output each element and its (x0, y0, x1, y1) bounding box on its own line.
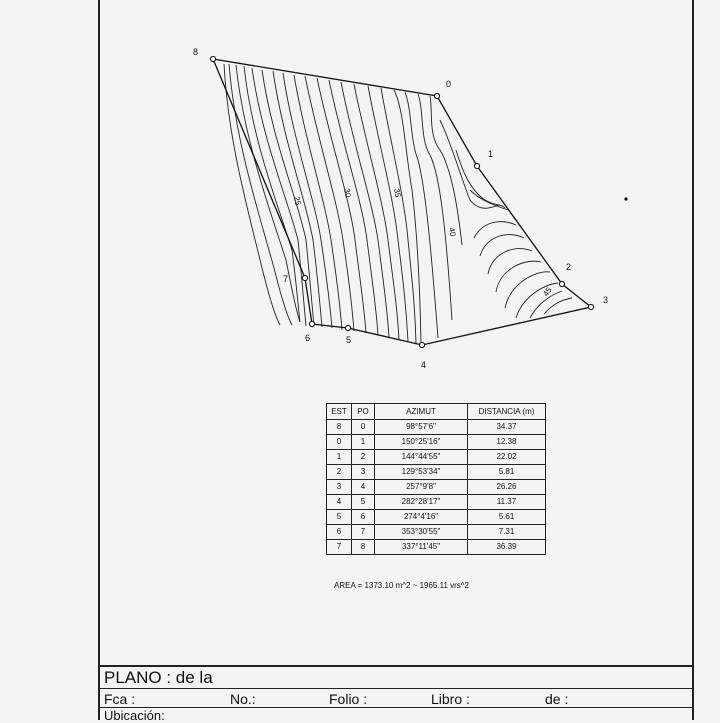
cell-po: 7 (352, 525, 375, 540)
survey-traverse-table (326, 403, 546, 555)
footer-divider-bottom (99, 707, 693, 708)
plan-title: PLANO : de la (104, 668, 213, 687)
cell-est: 3 (327, 480, 352, 495)
table-row (327, 450, 546, 465)
cell-est: 6 (327, 525, 352, 540)
table-row (327, 465, 546, 480)
table-row (327, 510, 546, 525)
vertex-1 (474, 163, 479, 168)
area-summary: AREA = 1373.10 m^2 ~ 1965.11 vrs^2 (334, 581, 469, 590)
cell-distancia: 22.02 (468, 450, 546, 465)
cell-azimut: 129°53'34" (375, 465, 468, 480)
vertex-5 (345, 325, 350, 330)
cell-po: 5 (352, 495, 375, 510)
contour-lines (224, 64, 572, 344)
cell-po: 8 (352, 540, 375, 555)
cell-po: 0 (352, 420, 375, 435)
contour-label-30: 30 (342, 187, 353, 199)
cell-est: 0 (327, 435, 352, 450)
cell-po: 3 (352, 465, 375, 480)
vertex-4 (419, 342, 424, 347)
vertex-label-7: 7 (283, 274, 289, 284)
vertex-2 (559, 281, 564, 286)
vertex-label-0: 0 (446, 79, 452, 89)
cell-po: 6 (352, 510, 375, 525)
contour-label-40: 40 (447, 226, 458, 238)
field-libro: Libro : (431, 691, 470, 707)
vertex-label-1: 1 (488, 149, 494, 159)
cell-azimut: 274°4'16" (375, 510, 468, 525)
header-po: PO (352, 404, 375, 420)
cell-est: 2 (327, 465, 352, 480)
vertex-7 (302, 275, 307, 280)
cell-distancia: 34.37 (468, 420, 546, 435)
vertex-label-2: 2 (566, 262, 572, 272)
table-row (327, 435, 546, 450)
cell-azimut: 282°28'17" (375, 495, 468, 510)
cell-distancia: 5.81 (468, 465, 546, 480)
cell-distancia: 36.39 (468, 540, 546, 555)
vertex-label-6: 6 (305, 333, 311, 343)
cell-azimut: 353°30'55" (375, 525, 468, 540)
vertex-label-4: 4 (421, 360, 427, 370)
table-row (327, 480, 546, 495)
field-fca: Fca : (104, 691, 136, 707)
scan-speck (624, 197, 627, 200)
boundary-vertices (210, 56, 593, 347)
contour-label-25: 25 (292, 195, 303, 207)
vertex-label-3: 3 (603, 295, 609, 305)
field-ubicacion: Ubicación: (104, 708, 165, 723)
header-azimut: AZIMUT (375, 404, 468, 420)
header-est: EST (327, 404, 352, 420)
vertex-8 (210, 56, 215, 61)
contour-label-35: 35 (392, 187, 403, 199)
table-row (327, 525, 546, 540)
cell-po: 1 (352, 435, 375, 450)
cell-azimut: 144°44'55" (375, 450, 468, 465)
cell-est: 5 (327, 510, 352, 525)
table-row (327, 420, 546, 435)
cell-po: 2 (352, 450, 375, 465)
cell-azimut: 337°11'45" (375, 540, 468, 555)
header-distancia: DISTANCIA (m) (468, 404, 546, 420)
cell-azimut: 98°57'6" (375, 420, 468, 435)
cell-distancia: 26.26 (468, 480, 546, 495)
cell-po: 4 (352, 480, 375, 495)
cell-est: 1 (327, 450, 352, 465)
cell-azimut: 257°9'8" (375, 480, 468, 495)
cell-azimut: 150°25'16" (375, 435, 468, 450)
cell-est: 7 (327, 540, 352, 555)
field-de: de : (545, 691, 569, 707)
vertex-label-5: 5 (346, 335, 352, 345)
field-no: No.: (230, 691, 256, 707)
property-boundary (213, 59, 591, 345)
footer-divider-mid (99, 688, 693, 689)
vertex-0 (434, 93, 439, 98)
contour-label-45: 45 (541, 285, 554, 299)
footer-divider-top (99, 665, 693, 667)
vertex-6 (309, 321, 314, 326)
cell-est: 8 (327, 420, 352, 435)
cell-distancia: 11.37 (468, 495, 546, 510)
cell-distancia: 7.31 (468, 525, 546, 540)
table-header-row (327, 404, 546, 420)
cell-est: 4 (327, 495, 352, 510)
vertex-label-8: 8 (193, 47, 199, 57)
cell-distancia: 5.61 (468, 510, 546, 525)
vertex-labels (193, 47, 608, 370)
vertex-3 (588, 304, 593, 309)
field-folio: Folio : (329, 691, 368, 707)
table-row (327, 540, 546, 555)
table-row (327, 495, 546, 510)
cell-distancia: 12.38 (468, 435, 546, 450)
